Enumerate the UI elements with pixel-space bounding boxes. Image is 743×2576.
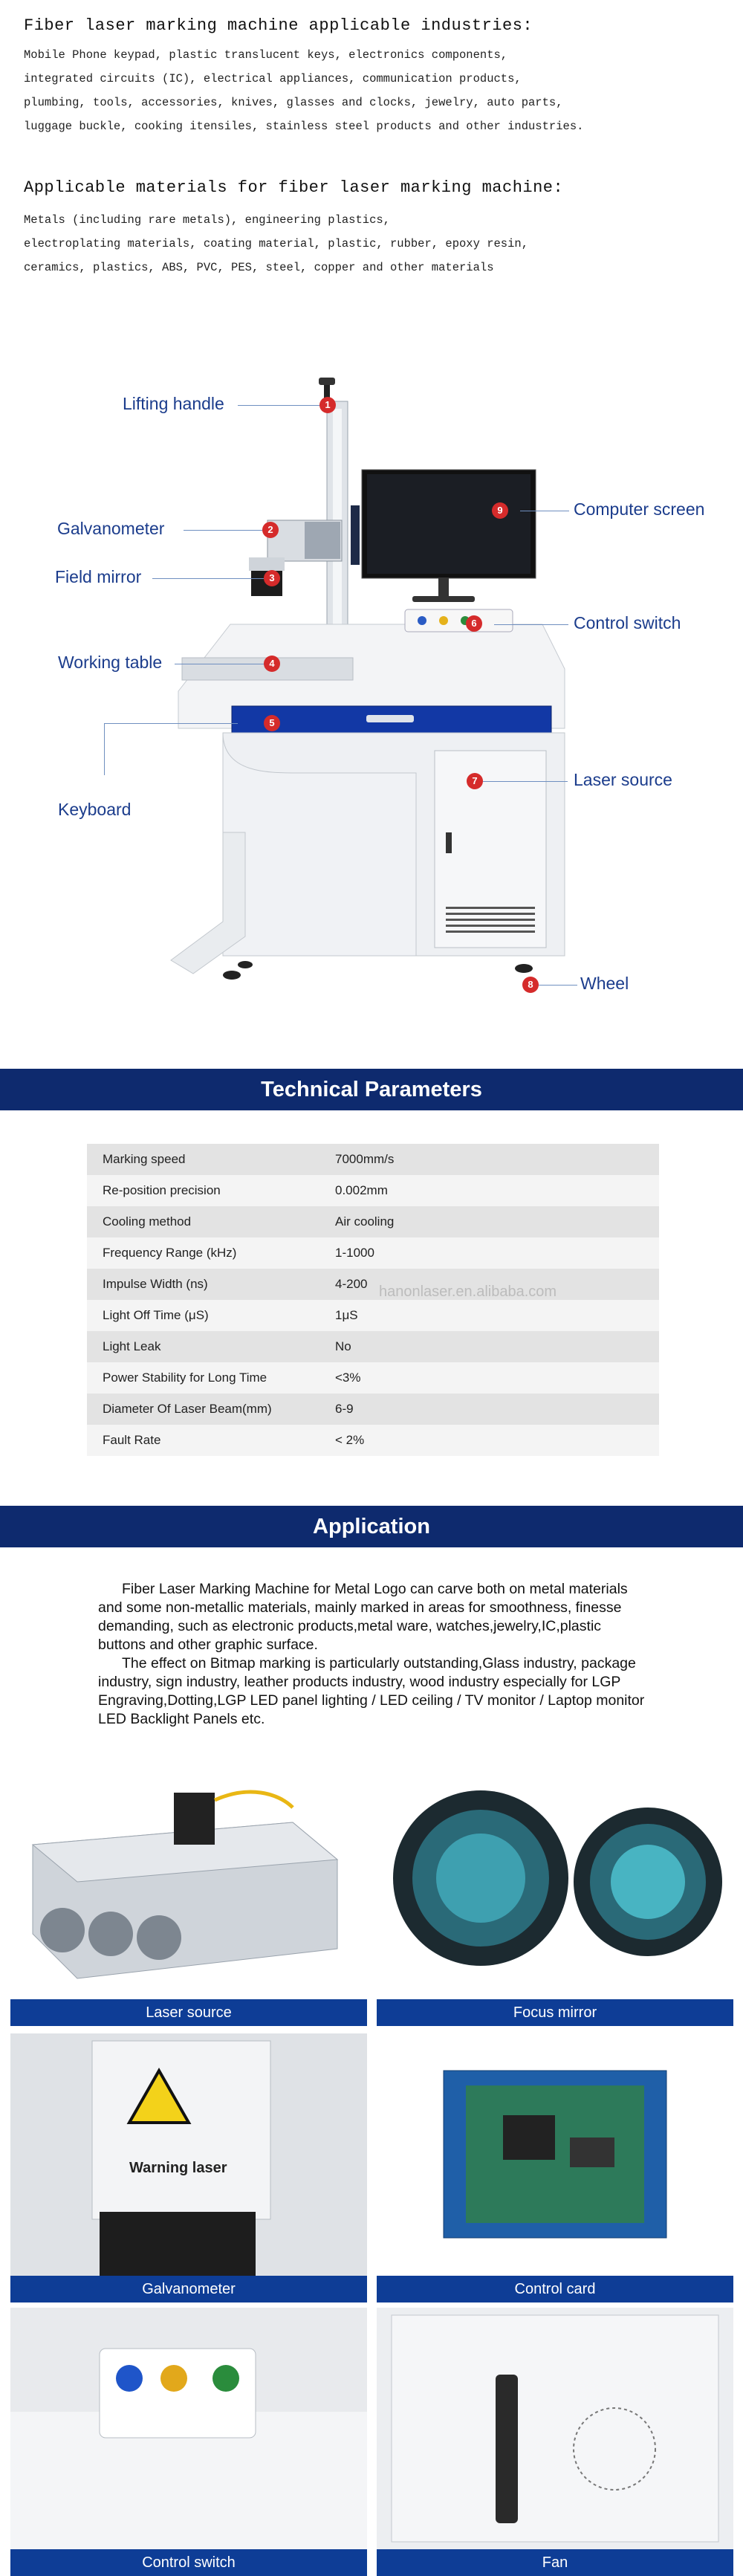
materials-line: electroplating materials, coating material, plastic, rubber, epoxy resin, xyxy=(24,237,529,250)
materials-text xyxy=(24,208,722,279)
control-card-image xyxy=(377,2033,733,2276)
caption-fan: Fan xyxy=(377,2549,733,2576)
laser-source-image xyxy=(10,1778,367,1999)
param-value: 0.002mm xyxy=(335,1183,388,1197)
focus-mirror-photo xyxy=(377,1778,733,1999)
table-row xyxy=(87,1175,659,1206)
caption-galvanometer: Galvanometer xyxy=(10,2276,367,2302)
control-card-photo xyxy=(377,2033,733,2276)
marker-1: 1 xyxy=(319,397,336,413)
param-name: Re-position precision xyxy=(103,1183,221,1197)
marker-9: 9 xyxy=(492,502,508,519)
param-name: Marking speed xyxy=(103,1152,186,1166)
param-value: 6-9 xyxy=(335,1402,354,1416)
watermark: hanonlaser.en.alibaba.com xyxy=(379,1284,557,1300)
marker-8: 8 xyxy=(522,977,539,993)
industries-text xyxy=(24,43,722,138)
param-value: 1μS xyxy=(335,1308,358,1322)
materials-line: Metals (including rare metals), engineering plastics, xyxy=(24,213,390,227)
marker-2: 2 xyxy=(262,522,279,538)
focus-mirror-image xyxy=(377,1778,733,1999)
parameters-table xyxy=(87,1144,659,1456)
industries-title: Fiber laser marking machine applicable industries: xyxy=(24,16,533,35)
marker-3: 3 xyxy=(264,570,280,586)
param-value: <3% xyxy=(335,1370,361,1385)
machine-diagram xyxy=(0,357,743,1055)
table-row xyxy=(87,1269,659,1300)
table-row xyxy=(87,1206,659,1237)
table-row xyxy=(87,1425,659,1456)
param-value: No xyxy=(335,1339,351,1353)
table-row xyxy=(87,1300,659,1331)
param-value: 4-200 xyxy=(335,1277,368,1291)
galvanometer-image xyxy=(10,2033,367,2276)
control-switch-photo xyxy=(10,2308,367,2549)
marker-5: 5 xyxy=(264,715,280,731)
table-row xyxy=(87,1237,659,1269)
table-row xyxy=(87,1394,659,1425)
fan-image xyxy=(377,2308,733,2549)
callout-lifting-handle: Lifting handle xyxy=(123,394,224,413)
industries-line: luggage buckle, cooking itensiles, stainless steel products and other industries. xyxy=(24,120,584,133)
galvanometer-photo xyxy=(10,2033,367,2276)
param-value: 1-1000 xyxy=(335,1246,374,1260)
control-switch-image xyxy=(10,2308,367,2549)
param-name: Power Stability for Long Time xyxy=(103,1370,267,1385)
application-text xyxy=(98,1580,648,1729)
application-banner: Application xyxy=(0,1506,743,1547)
fan-photo xyxy=(377,2308,733,2549)
materials-title: Applicable materials for fiber laser marking machine: xyxy=(24,178,564,197)
marker-4: 4 xyxy=(264,656,280,672)
param-name: Diameter Of Laser Beam(mm) xyxy=(103,1402,272,1416)
caption-control-card: Control card xyxy=(377,2276,733,2302)
technical-parameters-banner: Technical Parameters xyxy=(0,1069,743,1110)
param-name: Impulse Width (ns) xyxy=(103,1277,208,1291)
param-name: Fault Rate xyxy=(103,1433,161,1447)
callout-working-table: Working table xyxy=(58,653,163,672)
callout-field-mirror: Field mirror xyxy=(55,567,142,586)
caption-control-switch: Control switch xyxy=(10,2549,367,2576)
table-row xyxy=(87,1331,659,1362)
application-paragraph: Fiber Laser Marking Machine for Metal Logo can carve both on metal materials and some non-metallic materials, mainly marked in areas for smoothness, finesse demanding, such as electronic products,metal ware, watches,jewelry,IC,plastic buttons and other graphic surface. xyxy=(98,1581,628,1653)
caption-laser-source: Laser source xyxy=(10,1999,367,2026)
application-paragraph: The effect on Bitmap marking is particularly outstanding,Glass industry, package industry, sign industry, leather products industry, wood industry especially for LGP Engraving,Dotting,LGP LED panel lighting / LED ceiling / TV monitor / Laptop monitor LED Backlight Panels etc. xyxy=(98,1655,645,1727)
industries-line: plumbing, tools, accessories, knives, glasses and clocks, jewelry, auto parts, xyxy=(24,96,563,109)
industries-line: Mobile Phone keypad, plastic translucent keys, electronics components, xyxy=(24,48,508,62)
table-row xyxy=(87,1362,659,1394)
laser-source-photo xyxy=(10,1778,367,1999)
param-value: < 2% xyxy=(335,1433,365,1447)
warning-laser-label: Warning laser xyxy=(129,2160,227,2176)
materials-line: ceramics, plastics, ABS, PVC, PES, steel, copper and other materials xyxy=(24,261,494,274)
param-value: 7000mm/s xyxy=(335,1152,395,1166)
caption-focus-mirror: Focus mirror xyxy=(377,1999,733,2026)
param-name: Cooling method xyxy=(103,1214,192,1229)
param-name: Light Leak xyxy=(103,1339,161,1353)
callout-galvanometer: Galvanometer xyxy=(57,519,165,538)
param-name: Light Off Time (μS) xyxy=(103,1308,209,1322)
industries-line: integrated circuits (IC), electrical appliances, communication products, xyxy=(24,72,522,85)
marker-7: 7 xyxy=(467,773,483,789)
callout-laser-source: Laser source xyxy=(574,770,672,789)
callout-computer-screen: Computer screen xyxy=(574,499,705,519)
param-value: Air cooling xyxy=(335,1214,395,1229)
param-name: Frequency Range (kHz) xyxy=(103,1246,237,1260)
table-row xyxy=(87,1144,659,1175)
callout-wheel: Wheel xyxy=(580,974,629,993)
callout-keyboard: Keyboard xyxy=(58,800,132,819)
callout-control-switch: Control switch xyxy=(574,613,681,632)
machine-illustration xyxy=(0,357,743,1055)
marker-6: 6 xyxy=(466,615,482,632)
